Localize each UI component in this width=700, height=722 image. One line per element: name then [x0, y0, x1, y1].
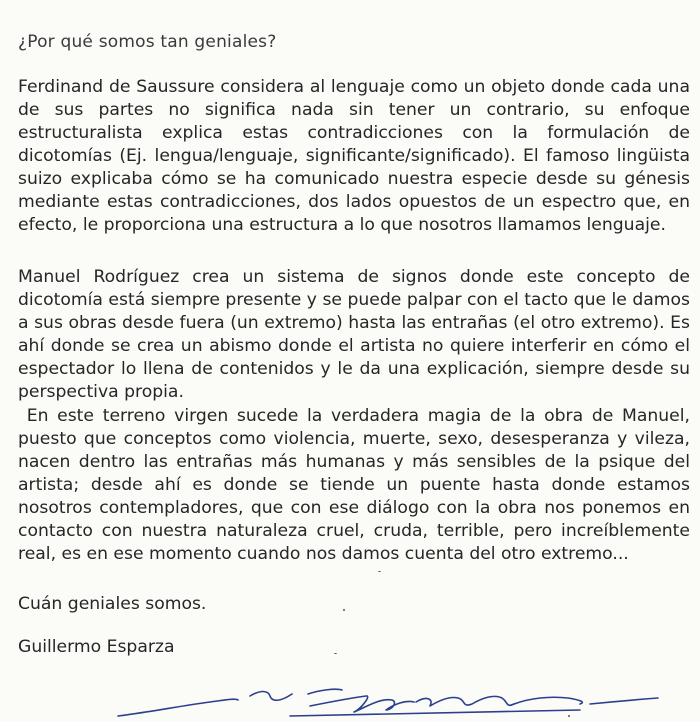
author-name: Guillermo Esparza	[18, 637, 175, 657]
paragraph-rodriguez: Manuel Rodríguez crea un sistema de signos donde este concepto de dicotomía está siempre presente y se puede palpar con el tacto que le damos a sus obras desde fuera (un extremo) hasta las entrañas (el otro extremo). Es ahí donde se crea un abismo donde el artista no quiere interferir en cómo el espectador lo llena de contenidos y le da una explicación, siempre desde su perspectiva propia.	[18, 267, 690, 402]
paper-speck	[568, 715, 570, 717]
closing-line: Cuán geniales somos.	[18, 594, 207, 614]
page-title: ¿Por qué somos tan geniales?	[18, 32, 277, 52]
paper-speck	[378, 571, 381, 572]
paper-speck	[343, 609, 345, 611]
paragraph-saussure: Ferdinand de Saussure considera al lenguaje como un objeto donde cada una de sus partes no significa nada sin tener un contrario, su enfoque estructuralista explica estas contradicciones con la formulación de dicotomías (Ej. lengua/lenguaje, significante/significado). El famoso lingüista suizo explicaba cómo se ha comunicado nuestra especie desde su génesis mediante estas contradicciones, dos lados opuestos de un espectro que, en efecto, le proporciona una estructura a lo que nosotros llamamos lenguaje.	[18, 77, 690, 235]
paper-speck	[334, 653, 337, 654]
paragraph-terreno-virgen: En este terreno virgen sucede la verdadera magia de la obra de Manuel, puesto que conceptos como violencia, muerte, sexo, desesperanza y vileza, nacen dentro las entrañas más humanas y más sensibles de la psique del artista; desde ahí es donde se tiende un puente hasta donde estamos nosotros contempladores, que con ese diálogo con la obra nos ponemos en contacto con nuestra naturaleza cruel, cruda, terrible, pero increíblemente real, es en ese momento cuando nos damos cuenta del otro extremo...	[18, 406, 696, 564]
handwritten-signature	[110, 676, 670, 722]
